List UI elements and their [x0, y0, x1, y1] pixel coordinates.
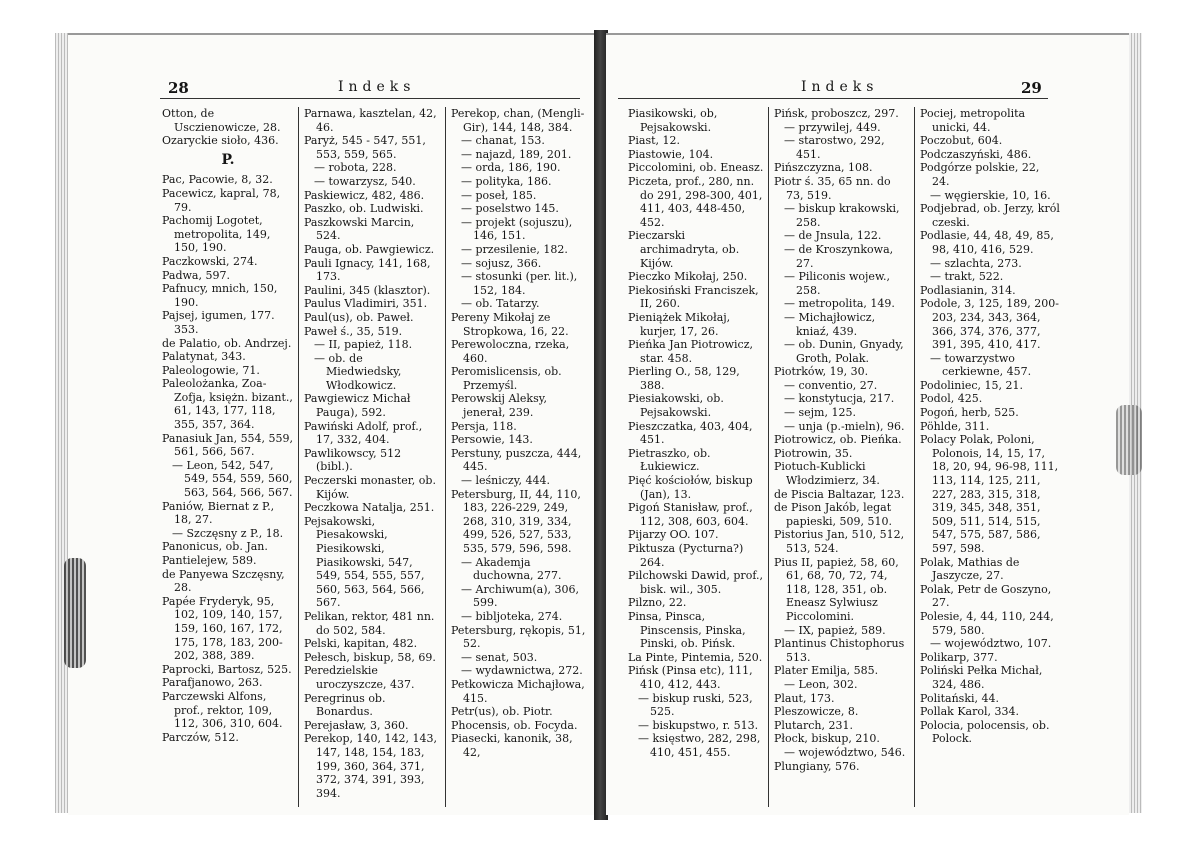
index-entry: — ob. Dunin, Gnyady, Groth, Polak. [784, 338, 904, 365]
index-entry: Persja, 118. [451, 419, 517, 433]
index-entry: Paskiewicz, 482, 486. [304, 188, 425, 202]
index-entry: Pejsakowski, Piesakowski, Piesikowski, Piasikowski, 547, 549, 554, 555, 557, 560, 563, 564, 566, 567. [304, 514, 425, 610]
index-entry: Piotrowin, 35. [774, 446, 853, 460]
index-entry: Pawlikowscy, 512 (bibl.). [304, 446, 402, 474]
index-entry: Piotrowicz, ob. Pieńka. [774, 433, 902, 447]
index-entry: Panonicus, ob. Jan. [162, 540, 268, 554]
index-entry: Pierling O., 58, 129, 388. [628, 365, 740, 392]
index-entry: Paprocki, Bartosz, 525. [162, 662, 292, 676]
index-entry: Piasikowski, ob, Pejsakowski. [628, 107, 718, 134]
index-entry: Płock, biskup, 210. [774, 732, 880, 746]
index-entry: Pieczarski archimadryta, ob. Kijów. [628, 229, 740, 270]
index-entry: Pięć kościołów, biskup (Jan), 13. [628, 474, 753, 501]
index-entry: Pelski, kapitan, 482. [304, 637, 418, 651]
index-entry: Ozaryckie sioło, 436. [162, 134, 279, 148]
index-entry: — metropolita, 149. [784, 297, 895, 311]
index-entry: Paulini, 345 (klasztor). [304, 283, 431, 297]
index-entry: Podol, 425. [920, 392, 983, 406]
index-entry: Pawgiewicz Michał Pauga), 592. [304, 392, 411, 420]
index-entry: Paszkowski Marcin, 524. [304, 215, 415, 243]
index-entry: — stosunki (per. lit.), 152, 184. [461, 270, 578, 297]
index-entry: — sojusz, 366. [461, 256, 542, 270]
index-entry: Pajsej, igumen, 177. 353. [162, 309, 275, 336]
left-column-divider-1 [298, 107, 299, 807]
index-entry: Pauli Ignacy, 141, 168, 173. [304, 256, 431, 284]
index-entry: Panasiuk Jan, 554, 559, 561, 566, 567. [162, 431, 294, 459]
left-column-3 [451, 107, 586, 760]
index-entry: Poczobut, 604. [920, 134, 1003, 148]
index-entry: — województwo, 546. [784, 745, 906, 759]
index-entry: Parafjanowo, 263. [162, 676, 263, 690]
index-entry: Pafnucy, mnich, 150, 190. [162, 282, 278, 309]
index-entry: — ob. Tatarzy. [461, 297, 540, 311]
index-entry: — ob. de Miedwiedsky, Włodkowicz. [314, 351, 402, 392]
index-entry: Pantielejew, 589. [162, 554, 257, 567]
index-entry: Pińszczyzna, 108. [774, 161, 873, 175]
index-entry: Pacewicz, kapral, 78, 79. [162, 186, 281, 214]
index-entry: Perstuny, puszcza, 444, 445. [451, 446, 582, 474]
index-entry: Perekop, 140, 142, 143, 147, 148, 154, 183, 199, 360, 364, 371, 372, 374, 391, 393, 394. [304, 732, 437, 800]
right-column-3 [920, 107, 1060, 746]
index-entry: Podoliniec, 15, 21. [920, 378, 1024, 392]
index-entry: Phocensis, ob. Focyda. [451, 718, 578, 732]
index-entry: Petr(us), ob. Piotr. [451, 705, 553, 719]
index-entry: — starostwo, 292, 451. [784, 134, 885, 161]
index-entry: — bibljoteka, 274. [461, 609, 563, 623]
index-entry: Polak, Petr de Goszyno, 27. [920, 582, 1052, 610]
left-column-2 [304, 107, 440, 800]
index-entry: de Pison Jakób, legat papieski, 509, 510. [774, 501, 892, 528]
index-entry: Peregrinus ob. Bonardus. [304, 691, 386, 719]
index-entry: Pińsk, proboszcz, 297. [774, 107, 899, 120]
index-entry: Paszko, ob. Ludwiski. [304, 202, 424, 216]
index-entry: Pleszowicze, 8. [774, 705, 859, 719]
index-entry: Podlasie, 44, 48, 49, 85, 98, 410, 416, 529. [920, 229, 1054, 256]
index-entry: — najazd, 189, 201. [461, 147, 572, 161]
left-running-head: Indeks [338, 79, 416, 95]
index-entry: Petersburg, II, 44, 110, 183, 226-229, 249, 268, 310, 319, 334, 499, 526, 527, 533, 535, 579, 596, 598. [451, 487, 581, 555]
index-entry: de Panyewa Szczęsny, 28. [162, 567, 285, 595]
index-entry: Pigoń Stanisław, prof., 112, 308, 603, 604. [628, 501, 753, 528]
index-entry: Parczów, 512. [162, 730, 239, 744]
index-entry: Piast, 12. [628, 134, 681, 148]
index-entry: — szlachta, 273. [930, 256, 1022, 270]
right-page [606, 33, 1129, 815]
left-header-rule [160, 98, 580, 99]
index-entry: Pelikan, rektor, 481 nn. do 502, 584. [304, 609, 435, 637]
index-entry: Plantinus Chistophorus 513. [774, 637, 905, 664]
index-entry: — sejm, 125. [784, 406, 856, 420]
index-entry: — senat, 503. [461, 650, 538, 664]
index-entry: Polak, Mathias de Jaszycze, 27. [920, 555, 1020, 583]
index-entry: Peczerski monaster, ob. Kijów. [304, 474, 436, 501]
index-entry: Parnawa, kasztelan, 42, 46. [304, 107, 437, 134]
index-entry: Otton, de Usczienowicze, 28. [162, 107, 281, 134]
index-entry: — leśniczy, 444. [461, 474, 550, 488]
index-entry: Perejasław, 3, 360. [304, 718, 409, 732]
index-entry: Piastowie, 104. [628, 147, 714, 161]
left-page [68, 33, 596, 815]
index-entry: Plaut, 173. [774, 691, 835, 705]
index-entry: — poselstwo 145. [461, 202, 559, 216]
index-entry: Pieniążek Mikołaj, kurjer, 17, 26. [628, 310, 731, 338]
index-entry: Poliński Pełka Michał, 324, 486. [920, 664, 1043, 691]
index-entry: Plater Emilja, 585. [774, 664, 879, 678]
index-entry: Petkowicza Michajłowa, 415. [451, 677, 585, 705]
index-entry: Piasecki, kanonik, 38, 42, [451, 732, 573, 759]
index-entry: Palatynat, 343. [162, 350, 246, 364]
index-entry: — Michajłowicz, kniaź, 439. [784, 310, 876, 338]
index-entry: Pac, Pacowie, 8, 32. [162, 173, 273, 187]
index-entry: — przesilenie, 182. [461, 242, 568, 256]
index-entry: Piotrków, 19, 30. [774, 365, 869, 379]
index-entry: Pełesch, biskup, 58, 69. [304, 650, 436, 664]
right-running-head: Indeks [801, 79, 879, 95]
right-header-rule [618, 98, 1048, 99]
right-page-number: 29 [1021, 79, 1042, 97]
index-entry: La Pinte, Pintemia, 520. [628, 650, 763, 664]
index-entry: Perewoloczna, rzeka, 460. [451, 338, 570, 365]
index-entry: Pietraszko, ob. Łukiewicz. [628, 446, 711, 474]
index-entry: Perekop, chan, (Mengli-Gir), 144, 148, 384. [451, 107, 585, 134]
index-entry: — conventio, 27. [784, 378, 878, 392]
index-entry: — przywilej, 449. [784, 120, 881, 134]
index-entry: Piczeta, prof., 280, nn. do 291, 298-300, 401, 411, 403, 448-450, 452. [628, 174, 763, 229]
index-entry: de Palatio, ob. Andrzej. [162, 336, 292, 350]
index-entry: — wydawnictwa, 272. [461, 664, 583, 678]
left-column-divider-2 [445, 107, 446, 807]
index-entry: Pieszczatka, 403, 404, 451. [628, 419, 753, 447]
index-entry: Paulus Vladimiri, 351. [304, 297, 428, 311]
index-entry: — księstwo, 282, 298, 410, 451, 455. [638, 732, 761, 759]
index-entry: de Piscia Baltazar, 123. [774, 487, 905, 501]
left-page-number: 28 [168, 79, 189, 97]
page-clip-right [1116, 405, 1142, 475]
index-entry: — Piliconis wojew., 258. [784, 270, 891, 297]
index-entry: — orda, 186, 190. [461, 161, 561, 175]
index-entry: Pachomij Logotet, metropolita, 149, 150, 190. [162, 214, 271, 255]
index-entry: Paleolożanka, Zoa-Zofja, księżn. bizant., 61, 143, 177, 118, 355, 357, 364. [162, 377, 293, 432]
index-entry: — chanat, 153. [461, 134, 545, 148]
index-entry: — biskup ruski, 523, 525. [638, 691, 753, 719]
index-entry: Podgórze polskie, 22, 24. [920, 161, 1040, 188]
index-entry: Podczaszyński, 486. [920, 147, 1032, 161]
index-entry: Paryż, 545 - 547, 551, 553, 559, 565. [304, 134, 426, 161]
index-entry: — de Jnsula, 122. [784, 229, 882, 243]
index-entry: Polesie, 4, 44, 110, 244, 579, 580. [920, 609, 1054, 637]
index-entry: Pociej, metropolita unicki, 44. [920, 107, 1026, 134]
index-entry: Petersburg, rękopis, 51, 52. [451, 623, 586, 651]
index-entry: — unja (p.-mieln), 96. [784, 419, 905, 433]
index-entry: Peczkowa Natalja, 251. [304, 501, 435, 515]
index-entry: — polityka, 186. [461, 174, 552, 188]
left-page-edges [55, 33, 69, 813]
index-entry: Polocia, polocensis, ob. Polock. [920, 718, 1050, 746]
index-entry: — węgierskie, 10, 16. [930, 188, 1051, 202]
index-entry: — biskup krakowski, 258. [784, 202, 900, 229]
index-entry: Pilchowski Dawid, prof., bisk. wil., 305. [628, 569, 763, 596]
index-entry: — województwo, 107. [930, 637, 1052, 651]
index-entry: Padwa, 597. [162, 268, 230, 282]
index-entry: Piktusza (Pycturna?) 264. [628, 542, 744, 569]
index-entry: — Leon, 542, 547, 549, 554, 559, 560, 563, 564, 566, 567. [172, 458, 293, 500]
index-entry: — robota, 228. [314, 161, 397, 175]
right-column-1 [628, 107, 764, 760]
index-entry: Paul(us), ob. Paweł. [304, 310, 414, 324]
index-entry: Polikarp, 377. [920, 650, 998, 664]
index-entry: Pollak Karol, 334. [920, 705, 1019, 719]
index-entry: Pińsk (Pinsa etc), 111, 410, 412, 443. [628, 664, 753, 691]
section-letter: P. [221, 151, 235, 168]
index-entry: Pistorius Jan, 510, 512, 513, 524. [774, 528, 905, 555]
index-entry: Paleologowie, 71. [162, 363, 260, 377]
index-entry: Perowskij Aleksy, jenerał, 239. [451, 392, 547, 420]
index-entry: Pieczko Mikołaj, 250. [628, 270, 748, 284]
right-column-divider-2 [914, 107, 915, 807]
index-entry: Pawiński Adolf, prof., 17, 332, 404. [304, 419, 423, 447]
index-entry: Peromislicensis, ob. Przemyśl. [451, 365, 562, 392]
index-entry: Piotr ś. 35, 65 nn. do 73, 519. [774, 174, 891, 202]
index-entry: Plungiany, 576. [774, 759, 860, 773]
index-entry: Pereny Mikołaj ze Stropkowa, 16, 22. [451, 310, 569, 338]
right-column-divider-1 [768, 107, 769, 807]
index-entry: — IX, papież, 589. [784, 623, 886, 637]
index-entry: — II, papież, 118. [314, 338, 413, 352]
index-entry: Podjebrad, ob. Jerzy, król czeski. [920, 202, 1060, 229]
index-entry: — towarzysz, 540. [314, 174, 416, 188]
index-entry: — projekt (sojuszu), 146, 151. [461, 215, 573, 243]
index-entry: — trakt, 522. [930, 270, 1004, 284]
index-entry: Pilzno, 22. [628, 596, 687, 610]
index-entry: Pinsa, Pinsca, Pinscensis, Pinska, Pinski, ob. Pińsk. [628, 609, 746, 651]
index-entry: — Szczęsny z P., 18. [172, 526, 284, 540]
index-entry: — Leon, 302. [784, 677, 858, 691]
index-entry: Papée Fryderyk, 95, 102, 109, 140, 157, 159, 160, 167, 172, 175, 178, 183, 200-202, 388, 389. [162, 594, 283, 663]
index-entry: Pius II, papież, 58, 60, 61, 68, 70, 72, 74, 118, 128, 351, ob. Eneasz Sylwiusz Piccolomini. [774, 555, 899, 623]
index-entry: Pogoń, herb, 525. [920, 406, 1019, 420]
index-entry: Podole, 3, 125, 189, 200-203, 234, 343, 364, 366, 374, 376, 377, 391, 395, 410, 417. [920, 297, 1059, 352]
index-entry: — de Kroszynkowa, 27. [784, 242, 894, 270]
index-entry: Paniów, Biernat z P., 18, 27. [162, 499, 275, 527]
index-entry: Plutarch, 231. [774, 718, 853, 732]
index-entry: Piccolomini, ob. Eneasz. [628, 161, 764, 175]
index-entry: Pöhlde, 311. [920, 419, 990, 433]
index-entry: Parczewski Alfons, prof., rektor, 109, 112, 306, 310, 604. [162, 689, 283, 731]
index-entry: Peredzielskie uroczyszcze, 437. [304, 664, 415, 691]
index-entry: Piesiakowski, ob. Pejsakowski. [628, 392, 724, 420]
right-column-2 [774, 107, 910, 773]
index-entry: — konstytucja, 217. [784, 392, 895, 406]
index-entry: Paczkowski, 274. [162, 254, 258, 268]
index-entry: Piotuch-Kublicki Włodzimierz, 34. [774, 460, 880, 488]
index-entry: Pieńka Jan Piotrowicz, star. 458. [628, 338, 754, 365]
page-clip-left [64, 558, 86, 668]
left-column-1 [162, 107, 294, 744]
index-entry: Polacy Polak, Poloni, Polonois, 14, 15, 17, 18, 20, 94, 96-98, 111, 113, 114, 125, 211, 227, 283, 315, 318, 319, 345, 348, 351, 509, 511, 514, 515, 547, 575, 587, 586, 597, 598. [920, 433, 1059, 555]
index-entry: — poseł, 185. [461, 188, 537, 202]
index-entry: — towarzystwo cerkiewne, 457. [930, 351, 1032, 379]
index-entry: Politański, 44. [920, 691, 999, 705]
index-entry: Persowie, 143. [451, 433, 533, 447]
index-entry: — Archiwum(a), 306, 599. [461, 582, 580, 610]
index-entry: — biskupstwo, r. 513. [638, 718, 759, 732]
index-entry: Pauga, ob. Pawgiewicz. [304, 242, 435, 256]
index-entry: — Akademja duchowna, 277. [461, 555, 562, 583]
index-entry: Pijarzy OO. 107. [628, 528, 719, 542]
index-entry: Paweł ś., 35, 519. [304, 324, 403, 338]
index-entry: Piekosiński Franciszek, II, 260. [628, 283, 759, 311]
index-entry: Podlasianin, 314. [920, 283, 1016, 297]
